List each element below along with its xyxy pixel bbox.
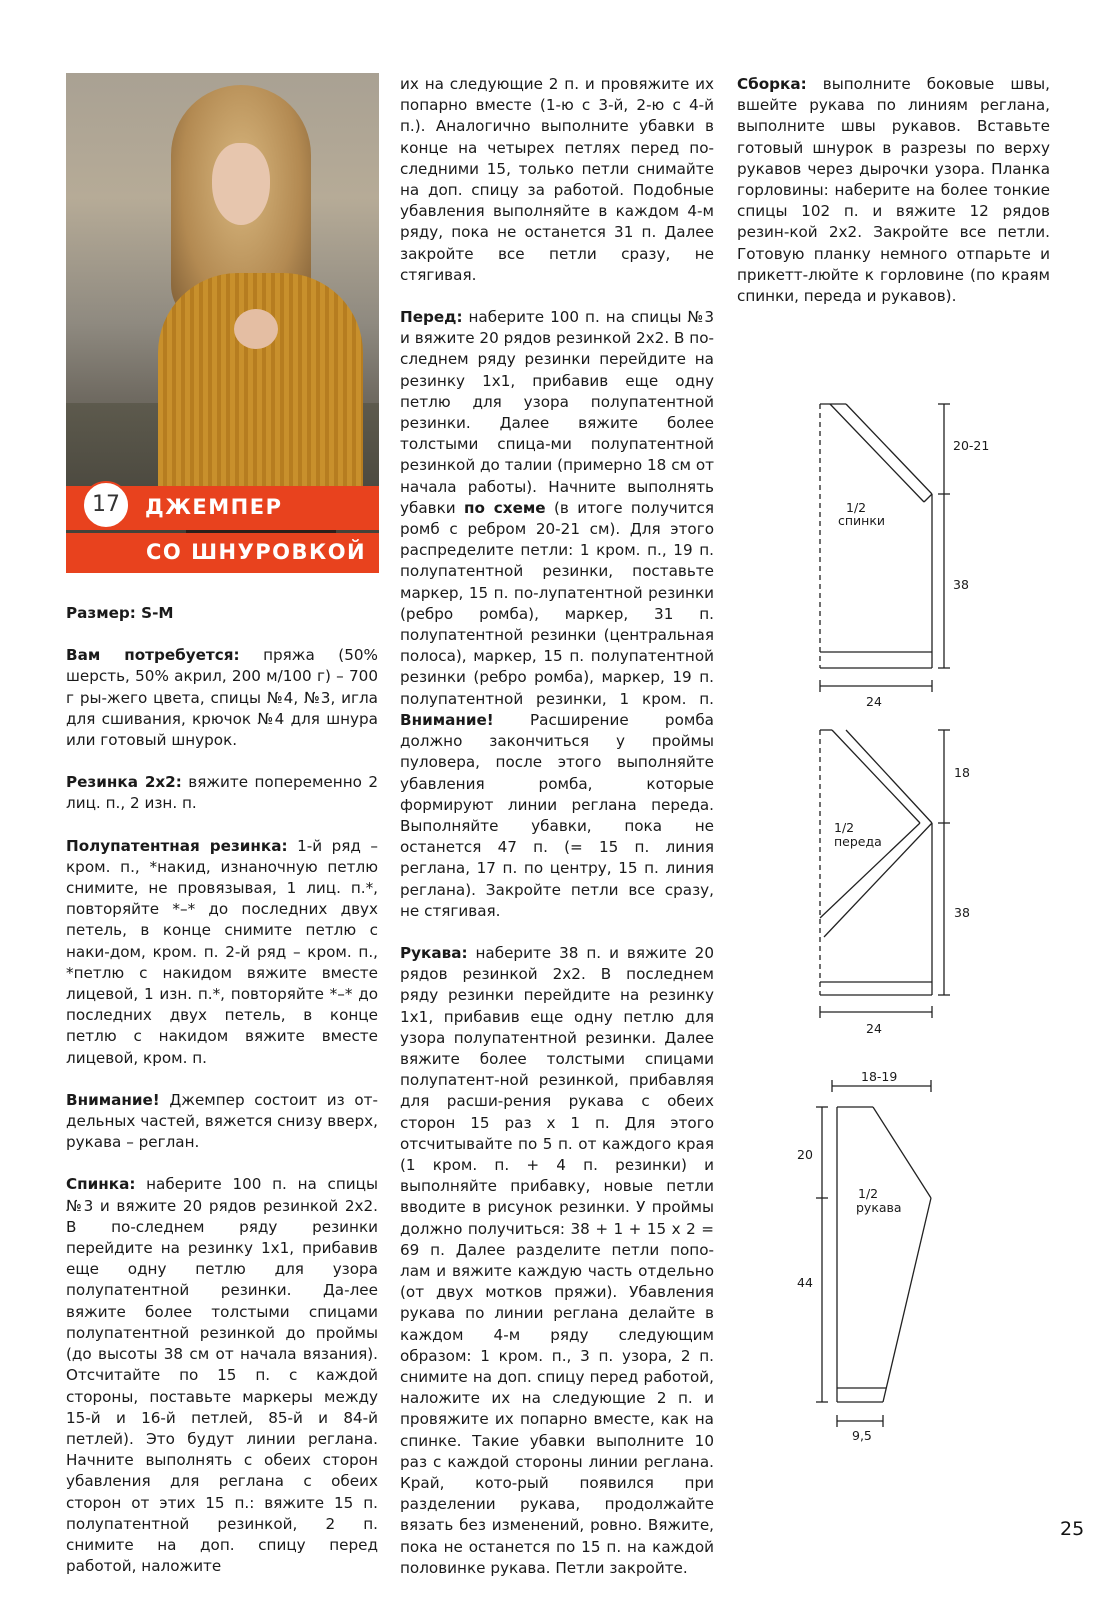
front-label-fraction: 1/2 [834, 820, 855, 835]
paragraph-half-fisherman-rib: Полупатентная резинка: 1-й ряд – кром. п., *накид, изнаночную петлю снимите, не провязывая, 1 лиц. п.*, повторяйте *–* до последних двух петель, в конце снимите петлю с наки-дом, кром. п. 2-й ряд – кром. п., *петлю с накидом вяжите вместе лицевой, 1 изн. п.*, повторяйте *–* до последних двух петель, в конце петлю с накидом вяжите вместе лицевой, кром. п. [66, 836, 378, 1067]
back-dim-width: 24 [866, 694, 882, 709]
paragraph-label: Внимание! [66, 1090, 160, 1109]
sleeve-dim-top-width: 18-19 [861, 1069, 898, 1084]
front-label-name: переда [834, 834, 882, 849]
paragraph-label: Перед: [400, 308, 463, 327]
pattern-number-badge: 17 [82, 481, 130, 529]
title-line-1: ДЖЕМПЕР [145, 495, 283, 519]
paragraph-back: Спинка: наберите 100 п. на спицы №3 и вяжите 20 рядов резинкой 2х2. В по-следнем ряду резинки перейдите на резинку 1х1, прибавив еще одну петлю для узора полупатентной резинки. Да-лее вяжите более толстыми спицами полупатентной резинкой до проймы (до высоты 38 см от начала вязания). Отсчитайте по 15 п. с каждой стороны, поставьте маркеры между 15-й и 16-й петлей, 85-й и 84-й петлей). Это будут линии реглана. Начните выполнять с обеих сторон убавления для реглана с обеих сторон от этих 15 п.: вяжите 15 п. полупатентной резинкой, 2 п. снимите на доп. спицу перед работой, наложите [66, 1175, 378, 1576]
paragraph-label: Сборка: [737, 75, 807, 93]
page-number: 25 [1060, 1518, 1085, 1540]
back-schematic [820, 404, 950, 692]
back-dim-top: 20-21 [953, 438, 990, 453]
front-dim-mid: 38 [954, 905, 970, 920]
back-label-fraction: 1/2 [846, 500, 867, 515]
paragraph-sleeves: Рукава: наберите 38 п. и вяжите 20 рядов резинкой 2х2. В последнем ряду резинки перейдите на резинку 1х1, прибавив еще одну петлю для узора полупатентной резинки. Далее вяжите более толстыми спицами полупатент-ной резинкой, прибавляя для расши-рения рукава с обеих сторон 15 раз х 1 п. Для этого отсчитывайте по 5 п. от каждого края (1 кром. п. + 4 п. резинки) и выполняйте прибавку, новые петли вводите в рисунок резинки. У проймы должно получиться: 38 + 1 + 15 х 2 = 69 п. Далее разделите петли попо-лам и вяжите каждую часть отдельно (от двух мотков пряжи). Убавления рукава по линии реглана делайте в каждом 4-м ряду следующим образом: 1 кром. п., 3 п. узора, 2 п. снимите на доп. спицу перед работой, наложите их на следующие 2 п. и провяжите их попарно вместе, как на спинке. Такие убавки выполните 10 раз с каждой стороны линии реглана. Край, кото-рый появился при разделении рукава, продолжайте вязать без изменений, ровно. Вяжите, пока не останется по 15 п. на каждой половинке рукава. Петли закройте. [400, 943, 714, 1577]
front-dim-top: 18 [954, 765, 970, 780]
sleeve-dim-upper: 20 [797, 1147, 813, 1162]
sleeve-label-name: рукава [856, 1200, 902, 1215]
back-label-name: спинки [838, 513, 886, 528]
paragraph-label: Рукава: [400, 943, 468, 962]
paragraph-front: Перед: наберите 100 п. на спицы №3 и вяжите 20 рядов резинкой 2х2. В по-следнем ряду резинки перейдите на резинку 1х1, прибавив еще одну петлю для узора полупатентной резинки. Далее вяжите более толстыми спица-ми полупатентной резинкой до талии (примерно 18 см от начала работы). Начните выполнять убавки по схеме (в итоге получится ромб с ребром 20-21 см). Для этого распределите петли: 1 кром. п., 19 п. полупатентной резинки, поставьте маркер, 15 п. по-лупатентной резинки (ребро ромба), маркер, 31 п. полупатентной резинки (центральная полоса), маркер, 15 п. полупатентной резинки (ребро ромба), маркер, 19 п. полупатентной резинки, 1 кром. п. Внимание! Расширение ромба должно закончиться у проймы пуловера, после этого выполняйте убавления ромба, которые формируют линии реглана переда. Выполняйте убавки, пока не останется 47 п. (= 15 п. линия реглана, 17 п. по центру, 15 п. линия реглана). Закройте петли все сразу, не стягивая. [400, 308, 715, 920]
paragraph-label: Полупатентная резинка: [66, 836, 288, 855]
paragraph-label: Вам потребуется: [66, 646, 240, 665]
sleeve-dim-lower: 44 [797, 1275, 813, 1290]
paragraph-materials: Вам потребуется: пряжа (50% шерсть, 50% акрил, 200 м/100 г) – 700 г ры-жего цвета, спицы №4, №3, игла для сшивания, крючок №4 для шнура или готовый шнурок. [66, 646, 378, 750]
sleeve-dim-bottom-width: 9,5 [852, 1428, 872, 1443]
paragraph-back-continued: их на следующие 2 п. и провяжите их попарно вместе (1-ю с 3-й, 2-ю с 4-й п.). Аналогично выполните убавки в конце на четырех петлях перед по-следними 15, только петли снимайте на доп. спицу за работой. Подобные убавления выполняйте в каждом 4-м ряду, пока не останется 31 п. Далее закройте все петли сразу, не стягивая. [400, 75, 714, 284]
paragraph-rib-2x2: Резинка 2х2: вяжите попеременно 2 лиц. п., 2 изн. п. [66, 773, 378, 813]
sleeve-label-fraction: 1/2 [858, 1186, 879, 1201]
front-schematic [820, 730, 950, 1018]
front-dim-width: 24 [866, 1021, 882, 1036]
paragraph-attention: Внимание! Джемпер состоит из от-дельных частей, вяжется снизу вверх, рукава – реглан. [66, 1090, 378, 1152]
paragraph-label: Резинка 2х2: [66, 773, 182, 792]
paragraph-assembly: Сборка: выполните боковые швы, вшейте рукава по линиям реглана, выполните швы рукавов. Вставьте готовый шнурок в разрезы по верху рукавов через дырочки узора. Планка горловины: наберите на более тонкие спицы 102 п. и вяжите 12 рядов резин-кой 2х2. Закройте все петли. Готовую планку немного отпарьте и прикетт-люйте к горловине (по краям спинки, переда и рукавов). [737, 75, 1050, 306]
title-line-2: СО ШНУРОВКОЙ [146, 540, 367, 564]
paragraph-label: Размер: S-M [66, 604, 174, 622]
back-dim-mid: 38 [953, 577, 969, 592]
paragraph-label: Спинка: [66, 1175, 136, 1194]
sleeve-schematic [816, 1080, 931, 1427]
